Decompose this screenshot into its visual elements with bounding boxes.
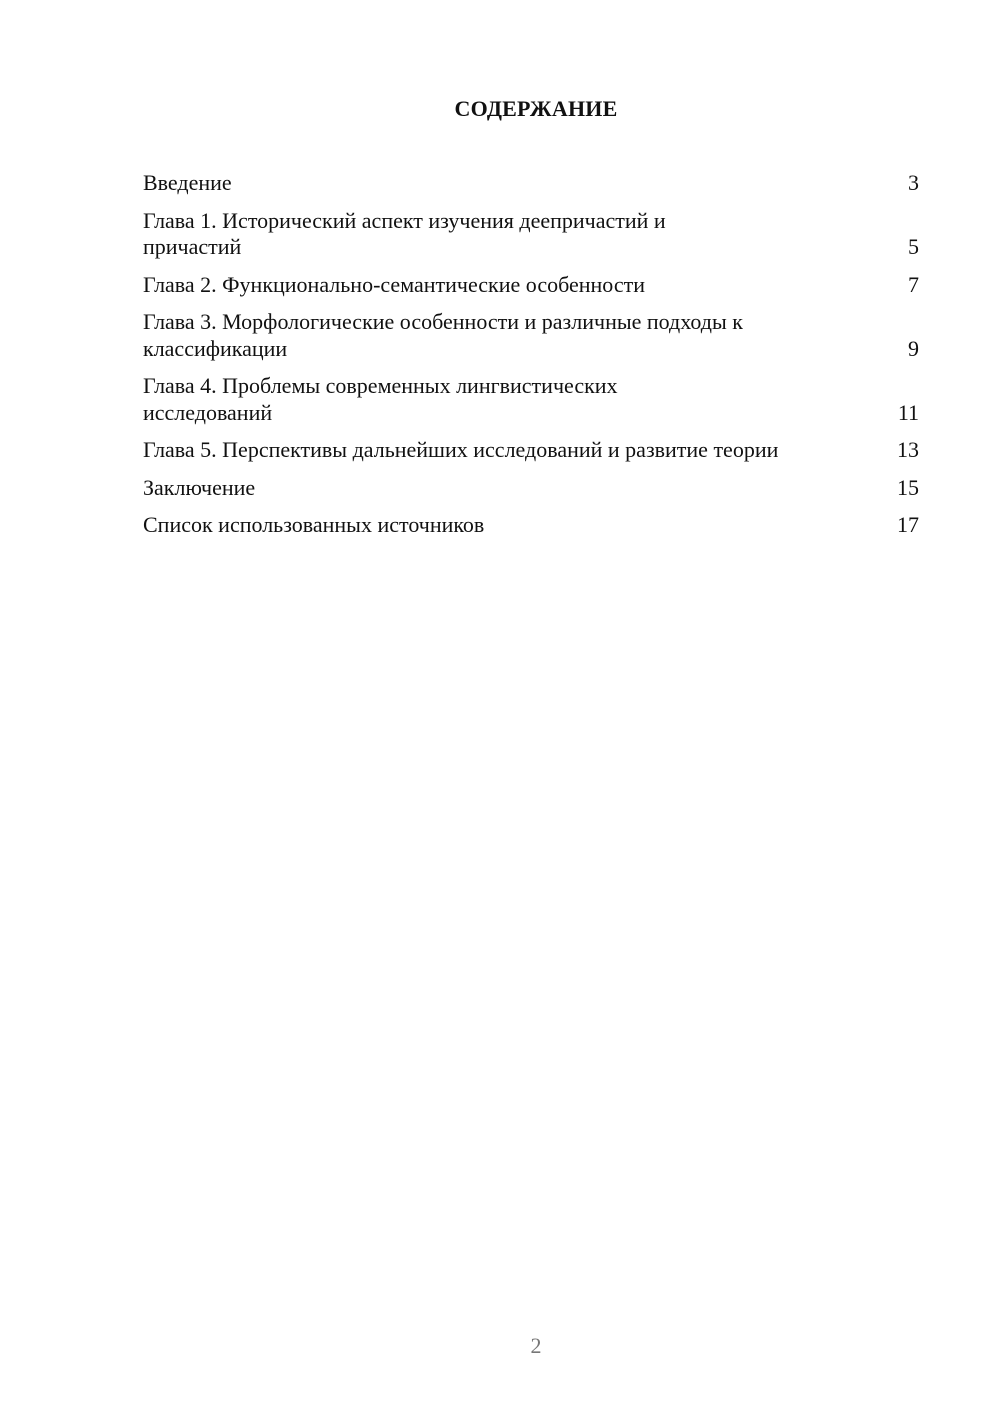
toc-entry-label: Глава 4. Проблемы современных лингвистических исследований (143, 373, 618, 425)
toc-entry-label: Заключение (143, 474, 256, 500)
table-of-contents (143, 170, 919, 550)
toc-entry-page: 17 (897, 512, 919, 537)
toc-entry-page: 3 (908, 170, 919, 195)
page-number: 2 (530, 1333, 542, 1358)
toc-entry-introduction (143, 170, 919, 197)
toc-entry-label: Глава 5. Перспективы дальнейших исследований и развитие теории (143, 437, 779, 462)
toc-entry-label: Глава 1. Исторический аспект изучения деепричастий и причастий (143, 207, 666, 259)
toc-title: СОДЕРЖАНИЕ (454, 96, 618, 121)
toc-entry-chapter-5 (143, 437, 919, 464)
toc-entry-label: Глава 3. Морфологические особенности и различные подходы к классификации (143, 309, 743, 361)
toc-entry-page: 11 (897, 399, 919, 425)
toc-entry-references (143, 512, 919, 539)
toc-entry-page: 13 (897, 437, 919, 462)
toc-entry-label: Глава 2. Функционально-семантические особенности (143, 271, 645, 297)
toc-entry-page: 5 (908, 234, 919, 259)
toc-entry-chapter-1 (143, 208, 919, 261)
toc-entry-label: Список использованных источников (143, 512, 485, 537)
toc-entry-chapter-3 (143, 309, 919, 362)
toc-entry-label: Введение (143, 170, 232, 195)
toc-entry-page: 7 (908, 271, 919, 297)
toc-entry-conclusion (143, 475, 919, 502)
toc-entry-page: 9 (908, 335, 919, 361)
toc-entry-chapter-4 (143, 373, 919, 426)
toc-entry-chapter-2 (143, 272, 919, 299)
toc-entry-page: 15 (897, 474, 919, 500)
